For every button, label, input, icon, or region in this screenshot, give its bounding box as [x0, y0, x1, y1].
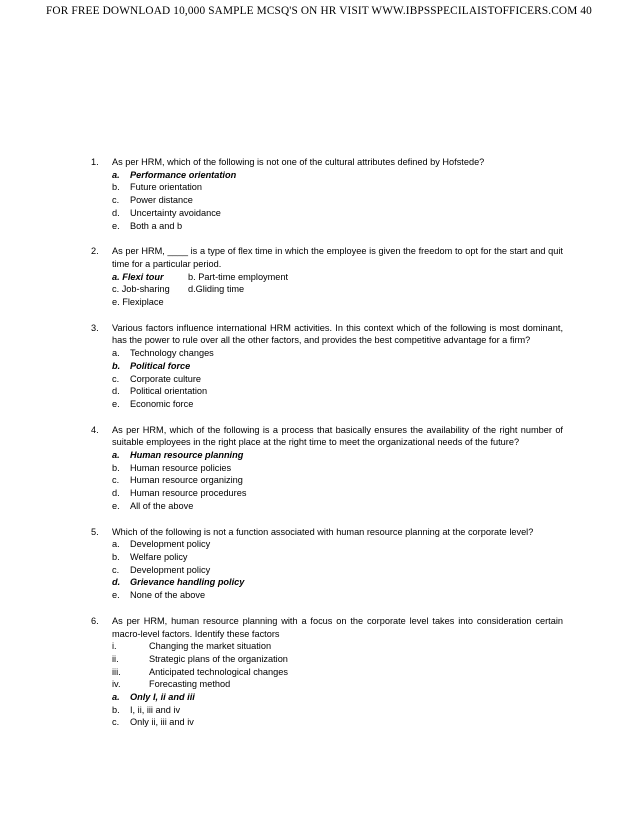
question-5	[91, 526, 563, 602]
question-2	[91, 245, 563, 309]
option-text: Uncertainty avoidance	[130, 207, 221, 218]
option-text: None of the above	[130, 590, 206, 601]
option-letter: c.	[112, 195, 120, 206]
option-text: All of the above	[130, 500, 194, 511]
factor-numeral: iii.	[112, 666, 121, 677]
option-text: Corporate culture	[130, 373, 201, 384]
question-line	[91, 526, 563, 539]
option-text: Human resource planning	[130, 450, 244, 461]
option-b	[112, 704, 563, 717]
option-letter: a.	[112, 169, 120, 180]
option-e: e. Flexiplace	[112, 297, 164, 308]
option-letter: a.	[112, 539, 120, 550]
option-text: Technology changes	[130, 348, 214, 359]
question-3	[91, 322, 563, 411]
option-text: Performance orientation	[130, 169, 237, 180]
option-a	[112, 538, 563, 551]
option-b: b. Part-time employment	[188, 271, 289, 282]
option-c	[112, 474, 563, 487]
question-number: 4.	[91, 424, 99, 435]
option-c: c. Job-sharing	[112, 284, 170, 295]
option-a	[112, 449, 563, 462]
option-letter: a.	[112, 450, 120, 461]
option-letter: d.	[112, 386, 120, 397]
option-letter: a.	[112, 348, 120, 359]
option-e	[112, 398, 563, 411]
option-a	[112, 691, 563, 704]
option-letter: a.	[112, 692, 120, 703]
option-text: Only I, ii and iii	[130, 692, 195, 703]
factor-numeral: iv.	[112, 679, 121, 690]
option-letter: d.	[112, 488, 120, 499]
option-b	[112, 181, 563, 194]
option-b	[112, 551, 563, 564]
option-letter: c.	[112, 564, 120, 575]
question-number: 2.	[91, 246, 99, 257]
option-text: Development policy	[130, 539, 211, 550]
factor-text: Forecasting method	[149, 679, 231, 690]
option-text: Human resource procedures	[130, 488, 247, 499]
option-text: Future orientation	[130, 182, 203, 193]
option-letter: e.	[112, 590, 120, 601]
option-d	[112, 487, 563, 500]
option-letter: d.	[112, 207, 120, 218]
question-line	[91, 156, 563, 169]
question-text: As per HRM, which of the following is not one of the cultural attributes defined by Hofstede?	[112, 157, 485, 167]
question-1	[91, 156, 563, 232]
question-line	[91, 424, 563, 449]
option-c	[112, 194, 563, 207]
page-header: FOR FREE DOWNLOAD 10,000 SAMPLE MCSQ'S ON HR VISIT WWW.IBPSSPECILAISTOFFICERS.COM 40	[46, 5, 592, 17]
option-c	[112, 564, 563, 577]
question-line	[91, 615, 563, 640]
option-text: I, ii, iii and iv	[130, 704, 181, 715]
option-text: Grievance handling policy	[130, 577, 245, 588]
option-letter: b.	[112, 551, 120, 562]
option-letter: d.	[112, 577, 121, 588]
option-text: Only ii, iii and iv	[130, 717, 194, 728]
factor-text: Changing the market situation	[149, 641, 272, 652]
option-text: Political orientation	[130, 386, 208, 397]
option-c	[112, 716, 563, 729]
option-c	[112, 373, 563, 386]
factor-text: Anticipated technological changes	[149, 666, 288, 677]
question-text: As per HRM, which of the following is a process that basically ensures the availability of the right number of suitable employees in the right place at the right time to meet the organizational needs of the future?	[112, 424, 563, 448]
option-e	[112, 500, 563, 513]
question-line	[91, 322, 563, 347]
question-line	[91, 245, 563, 270]
option-text: Both a and b	[130, 220, 183, 231]
option-letter: b.	[112, 182, 120, 193]
option-letter: c.	[112, 475, 120, 486]
question-text: Which of the following is not a function associated with human resource planning at the corporate level?	[112, 526, 534, 537]
option-a	[112, 347, 563, 360]
option-letter: b.	[112, 462, 120, 473]
option-e	[112, 589, 563, 602]
factor-iv	[112, 678, 563, 691]
factor-ii	[112, 653, 563, 666]
option-text: Welfare policy	[130, 551, 188, 562]
option-letter: e.	[112, 220, 120, 231]
option-text: Power distance	[130, 195, 193, 206]
option-d: d.Gliding time	[188, 284, 245, 295]
option-letter: b.	[112, 704, 120, 715]
option-row	[112, 283, 563, 296]
option-text: Political force	[130, 360, 191, 371]
option-letter: e.	[112, 500, 120, 511]
option-row	[112, 271, 563, 284]
option-text: Economic force	[130, 398, 194, 409]
question-text: As per HRM, ____ is a type of flex time in which the employee is given the freedom to opt for the start and quit time for a particular period.	[112, 246, 563, 269]
question-6	[91, 615, 563, 729]
factor-iii	[112, 666, 563, 679]
option-d	[112, 576, 563, 589]
option-text: Development policy	[130, 564, 211, 575]
option-e	[112, 220, 563, 233]
factor-text: Strategic plans of the organization	[149, 653, 288, 664]
option-b	[112, 462, 563, 475]
question-number: 5.	[91, 526, 99, 537]
option-b	[112, 360, 563, 373]
factor-numeral: ii.	[112, 653, 119, 664]
option-letter: b.	[112, 360, 121, 371]
question-number: 6.	[91, 615, 99, 626]
option-empty	[188, 296, 563, 309]
option-letter: c.	[112, 373, 120, 384]
option-row	[112, 296, 563, 309]
option-text: Human resource organizing	[130, 475, 243, 486]
factor-i	[112, 640, 563, 653]
option-d	[112, 385, 563, 398]
question-text: Various factors influence international HRM activities. In this context which of the following is most dominant, has the power to rule over all the other factors, and provides the best competitive advantage for a firm?	[112, 322, 563, 346]
question-number: 1.	[91, 157, 99, 167]
question-text: As per HRM, human resource planning with a focus on the corporate level takes into consideration certain macro-level factors. Identify these factors	[112, 615, 563, 639]
question-number: 3.	[91, 322, 99, 333]
option-d	[112, 207, 563, 220]
option-letter: c.	[112, 717, 120, 728]
question-list	[91, 156, 563, 742]
question-4	[91, 424, 563, 513]
option-letter: e.	[112, 398, 120, 409]
option-text: Human resource policies	[130, 462, 232, 473]
option-a	[112, 169, 563, 182]
factor-numeral: i.	[112, 641, 117, 652]
option-a: a. Flexi tour	[112, 271, 164, 282]
